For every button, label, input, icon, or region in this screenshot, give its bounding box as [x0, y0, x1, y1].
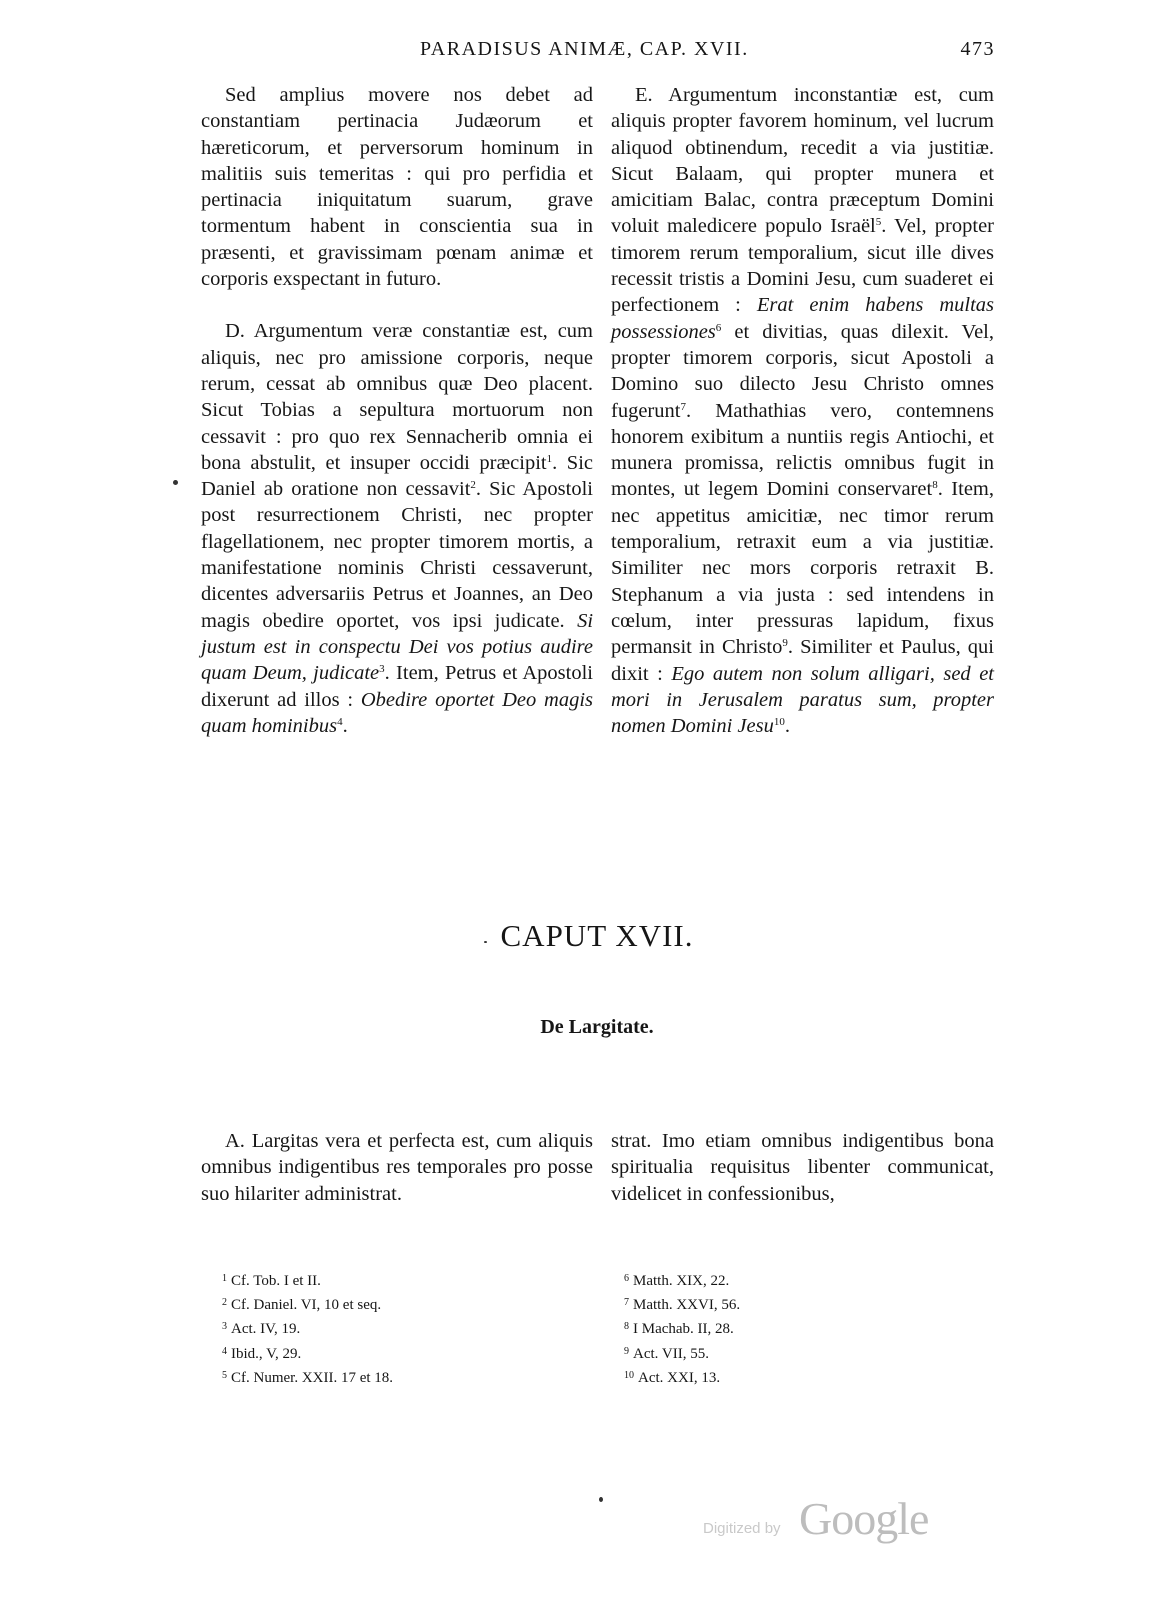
footnote-ref-9: 9	[782, 637, 788, 650]
scan-speck	[173, 480, 178, 485]
chapter-title: CAPUT XVII.	[500, 918, 694, 953]
footnote	[222, 1292, 393, 1316]
footnote-ref-2: 2	[470, 479, 476, 492]
google-logo: Google	[799, 1493, 929, 1544]
footnote-ref-8: 8	[932, 479, 938, 492]
right-column-bottom	[611, 1128, 994, 1207]
footnote	[222, 1316, 393, 1340]
paragraph-e-inconstantia	[611, 82, 994, 739]
footnote-text: Matth. XIX, 22.	[633, 1273, 730, 1289]
left-column-bottom	[201, 1128, 593, 1207]
footnote-marker: 8	[624, 1321, 629, 1333]
footnote-ref-1: 1	[546, 452, 553, 465]
footnote	[222, 1365, 393, 1389]
footnote-text: Ibid., V, 29.	[231, 1345, 302, 1362]
chapter-subtitle: De Largitate.	[540, 1016, 654, 1038]
footnote-marker: 1	[222, 1273, 227, 1284]
right-column-top	[611, 82, 994, 739]
text-run: . Mathathias vero, contemnens honorem exibitum a nuntiis regis Antiochi, et munera promissa, relictis omnibus fugit in montes, ut legem Domini conservaret	[611, 399, 994, 501]
footnote-text: Cf. Numer. XXII. 17 et 18.	[231, 1369, 394, 1386]
text-run: .	[784, 715, 790, 738]
footnote-marker: 6	[624, 1273, 629, 1284]
footnote-ref-3: 3	[379, 663, 385, 676]
text-run: .	[342, 714, 348, 737]
footnotes-right	[624, 1268, 740, 1389]
running-title: PARADISUS ANIMÆ, CAP. XVII.	[420, 38, 749, 60]
footnote	[624, 1341, 740, 1365]
footnote	[624, 1292, 740, 1316]
paragraph-d-constantia	[201, 318, 593, 739]
text-run: . Item, nec appetitus amicitiæ, nec timor rerum temporalium, retraxit eum a via justitiæ. Similiter nec mors corporis retraxit B. Stephanum a via justa : sed intendens in cœlum, inter pressuras lapidum, fixus permansit in Christo	[611, 478, 994, 659]
footnote-ref-6: 6	[715, 321, 722, 334]
quote-italic: Erat enim habens multas possessiones	[611, 294, 995, 343]
watermark-prefix: Digitized by	[703, 1520, 781, 1537]
footnote-ref-7: 7	[680, 400, 686, 413]
text-run: E. Argumentum inconstantiæ est, cum aliquis propter favorem hominum, vel lucrum aliquod obtinendum, recedit a via justitiæ. Sicut Balaam, qui propter munera et amicitiam Balac, contra præceptum Domini voluit maledicere populo Israël	[611, 84, 994, 238]
quote-italic: Ego autem non solum alligari, sed et mori in Jerusalem paratus sum, propter nomen Domini Jesu	[611, 662, 994, 738]
footnote-marker: 3	[222, 1321, 227, 1333]
footnote	[222, 1341, 393, 1365]
footnote-marker: 9	[624, 1345, 629, 1357]
paragraph-a-largitas: A. Largitas vera et perfecta est, cum aliquis omnibus indigentibus res temporales pro posse suo hilariter administrat.	[201, 1130, 593, 1205]
quote-italic: Si justum est in conspectu Dei vos potius audire quam Deum, judicate	[201, 609, 594, 685]
quote-italic: Obedire oportet Deo magis quam hominibus	[201, 688, 594, 737]
footnotes-left	[222, 1268, 393, 1389]
footnote-text: Cf. Tob. I et II.	[231, 1273, 321, 1289]
footnote-marker: 2	[222, 1297, 227, 1309]
footnote-text: Cf. Daniel. VI, 10 et seq.	[231, 1297, 382, 1314]
footnote-text: Matth. XXVI, 56.	[633, 1297, 741, 1314]
footnote-text: Act. VII, 55.	[633, 1345, 709, 1362]
text-run: D. Argumentum veræ constantiæ est, cum aliquis, nec pro amissione corporis, neque rerum, cessat ab omnibus quæ Deo placent. Sicut Tobias a sepultura mortuorum non cessavit : pro quo rex Sennacherib omnia ei bona abstulit, et insuper occidi præcipit	[201, 320, 593, 474]
footnote-ref-5: 5	[875, 216, 882, 229]
footnote-text: Act. IV, 19.	[231, 1321, 301, 1338]
footnote-marker: 5	[222, 1369, 227, 1381]
digitized-watermark	[703, 1492, 943, 1552]
scan-speck	[599, 1497, 603, 1502]
footnote-text: I Machab. II, 28.	[633, 1321, 734, 1338]
paragraph-continuation: strat. Imo etiam omnibus indigentibus bona spiritualia requisitus libenter communicat, videlicet in confessionibus,	[611, 1130, 994, 1205]
footnote-marker: 4	[222, 1345, 227, 1357]
footnote-ref-10: 10	[773, 716, 785, 729]
text-run: . Item, Petrus et Apostoli dixerunt ad illos :	[201, 662, 593, 711]
footnote-marker: 10	[624, 1369, 634, 1381]
scan-speck	[484, 941, 487, 943]
text-run: . Vel, propter timorem rerum temporalium, sicut ille dives recessit tristis a Domini Jesu, cum suaderet ei perfectionem :	[611, 215, 995, 317]
left-column-top	[201, 82, 593, 739]
text-run: . Sic Apostoli post resurrectionem Christi, nec propter flagellationem, nec propter timorem mortis, a manifestatione nominis Christi cessaverunt, dicentes adversariis Petrus et Joannes, an Deo magis obedire oportet, vos ipsi judicate.	[201, 478, 593, 632]
page-number: 473	[960, 38, 995, 60]
running-head	[420, 38, 995, 68]
footnote	[222, 1268, 393, 1292]
text-run: . Similiter et Paulus, qui dixit :	[611, 636, 995, 685]
footnote	[624, 1365, 740, 1389]
text-run: . Sic Daniel ab oratione non cessavit	[201, 451, 593, 501]
footnote-text: Act. XXI, 13.	[638, 1369, 721, 1386]
paragraph-pertinacia: Sed amplius movere nos debet ad constantiam pertinacia Judæorum et hæreticorum, et perversorum hominum in malitiis suis temeritas : qui pro perfidia et pertinacia iniquitatum suarum, grave tormentum habent in conscientia sua in præsenti, et gravissimam pœnam animæ et corporis exspectant in futuro.	[201, 84, 593, 291]
footnote-ref-4: 4	[337, 715, 343, 728]
footnote	[624, 1268, 740, 1292]
footnote-marker: 7	[624, 1297, 629, 1309]
footnote	[624, 1316, 740, 1340]
text-run: et divitias, quas dilexit. Vel, propter timorem corporis, sicut Apostoli a Domino suo dilecto Jesu Christo omnes fugerunt	[611, 320, 995, 422]
